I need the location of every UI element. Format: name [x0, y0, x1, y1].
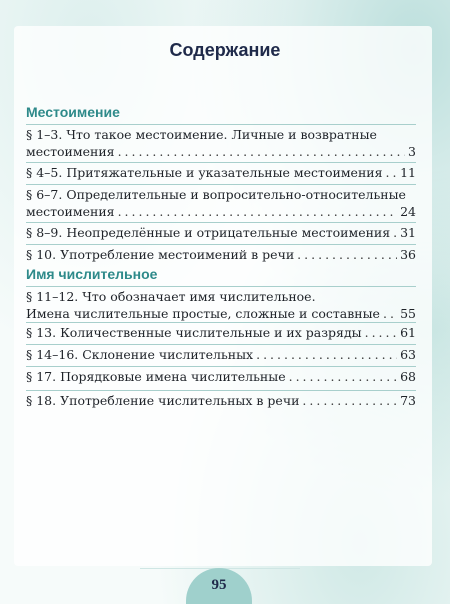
toc-page-number: 61: [400, 325, 416, 340]
toc-entry-text: § 10. Употребление местоимений в речи: [26, 247, 295, 262]
toc-page-number: 73: [400, 393, 416, 408]
section-heading-numeral: Имя числительное: [26, 266, 158, 282]
toc-entry-text: § 4–5. Притяжательные и указательные местоимения: [26, 165, 383, 180]
toc-entry-text: Имена числительные простые, сложные и составные: [26, 306, 380, 321]
toc-entry-text: § 1–3. Что такое местоимение. Личные и возвратные: [26, 127, 377, 142]
divider: [26, 390, 416, 391]
toc-page-number: 55: [400, 306, 416, 321]
toc-entry[interactable]: [26, 224, 416, 241]
leader-dots: [386, 164, 398, 181]
toc-page-number: 36: [400, 247, 416, 262]
toc-entry-text: § 14–16. Склонение числительных: [26, 347, 254, 362]
toc-page-number: 63: [400, 347, 416, 362]
toc-entry[interactable]: [26, 324, 416, 341]
divider: [26, 222, 416, 223]
toc-page-number: 68: [400, 369, 416, 384]
toc-entry-text: § 18. Употребление числительных в речи: [26, 393, 300, 408]
toc-entry[interactable]: [26, 246, 416, 263]
toc-entry[interactable]: [26, 126, 416, 160]
toc-page-number: 11: [400, 165, 416, 180]
leader-dots: [118, 143, 405, 160]
leader-dots: [118, 203, 398, 220]
section-heading-pronoun: Местоимение: [26, 104, 120, 120]
toc-entry[interactable]: [26, 186, 416, 220]
divider: [26, 322, 416, 323]
leader-dots: [393, 224, 397, 241]
divider: [26, 286, 416, 287]
leader-dots: [302, 392, 397, 409]
toc-entry[interactable]: [26, 164, 416, 181]
toc-entry-text: местоимения: [26, 204, 115, 219]
divider: [26, 344, 416, 345]
toc-page-number: 3: [408, 144, 416, 159]
divider: [26, 124, 416, 125]
divider: [26, 162, 416, 163]
toc-entry-text: § 11–12. Что обозначает имя числительное.: [26, 289, 316, 304]
page-number: 95: [211, 577, 227, 593]
leader-dots: [297, 246, 397, 263]
page-title: Содержание: [169, 40, 281, 60]
toc-entry[interactable]: [26, 368, 416, 385]
leader-dots: [256, 346, 397, 363]
toc-entry-text: § 8–9. Неопределённые и отрицательные местоимения: [26, 225, 391, 240]
divider: [26, 244, 416, 245]
toc-entry-text: местоимения: [26, 144, 115, 159]
toc-entry[interactable]: [26, 346, 416, 363]
leader-dots: [383, 305, 397, 322]
divider: [26, 366, 416, 367]
toc-entry[interactable]: [26, 288, 416, 322]
toc-page-number: 31: [400, 225, 416, 240]
leader-dots: [365, 324, 398, 341]
toc-page-number: 24: [400, 204, 416, 219]
divider: [26, 184, 416, 185]
toc-entry-text: § 13. Количественные числительные и их разряды: [26, 325, 362, 340]
leader-dots: [289, 368, 397, 385]
toc-entry-text: § 17. Порядковые имена числительные: [26, 369, 286, 384]
toc-entry[interactable]: [26, 392, 416, 409]
toc-entry-text: § 6–7. Определительные и вопросительно-относительные: [26, 187, 406, 202]
